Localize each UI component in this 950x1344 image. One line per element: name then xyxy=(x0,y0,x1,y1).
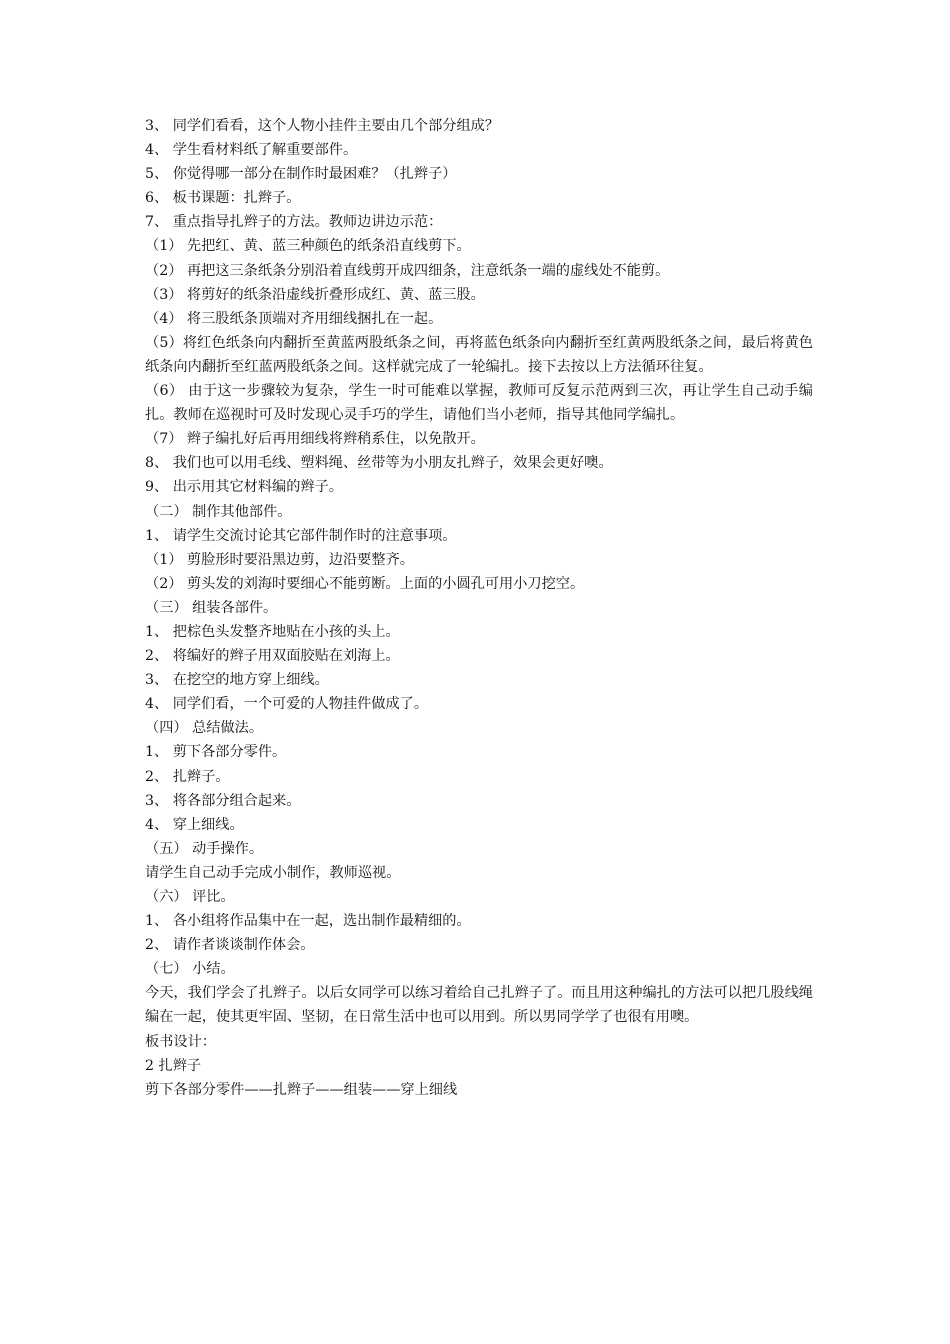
section-4-item-1: 1、 剪下各部分零件。 xyxy=(145,744,287,761)
substep-1: （1） 先把红、黄、蓝三种颜色的纸条沿直线剪下。 xyxy=(145,238,471,255)
section-heading-7: （七） 小结。 xyxy=(145,961,235,978)
substep-3: （3） 将剪好的纸条沿虚线折叠形成红、黄、蓝三股。 xyxy=(145,286,485,303)
board-design-title: 2 扎辫子 xyxy=(145,1057,202,1074)
section-4-item-4: 4、 穿上细线。 xyxy=(145,816,244,833)
section-heading-2: （二） 制作其他部件。 xyxy=(145,503,292,520)
section-4-item-3: 3、 将各部分组合起来。 xyxy=(145,792,301,809)
step-5: 5、 你觉得哪一部分在制作时最困难？（扎辫子） xyxy=(145,166,457,183)
section-2-substep-1: （1） 剪脸形时要沿黑边剪，边沿要整齐。 xyxy=(145,551,414,568)
section-3-item-4: 4、 同学们看，一个可爱的人物挂件做成了。 xyxy=(145,696,429,713)
step-6: 6、 板书课题：扎辫子。 xyxy=(145,190,301,207)
step-9: 9、 出示用其它材料编的辫子。 xyxy=(145,479,343,496)
section-5-text: 请学生自己动手完成小制作，教师巡视。 xyxy=(145,864,401,881)
summary-paragraph: 今天，我们学会了扎辫子。以后女同学可以练习着给自己扎辫子了。而且用这种编扎的方法可以把几股线绳编在一起，使其更牢固、坚韧，在日常生活中也可以用到。所以男同学学了也很有用噢。 xyxy=(145,985,813,1026)
substep-2: （2） 再把这三条纸条分别沿着直线剪开成四细条，注意纸条一端的虚线处不能剪。 xyxy=(145,262,670,279)
section-3-item-1: 1、 把棕色头发整齐地贴在小孩的头上。 xyxy=(145,623,400,640)
section-heading-4: （四） 总结做法。 xyxy=(145,720,264,737)
substep-4: （4） 将三股纸条顶端对齐用细线捆扎在一起。 xyxy=(145,310,443,327)
section-6-item-1: 1、 各小组将作品集中在一起，选出制作最精细的。 xyxy=(145,913,471,930)
section-2-substep-2: （2） 剪头发的刘海时要细心不能剪断。上面的小圆孔可用小刀挖空。 xyxy=(145,575,585,592)
board-design-flow: 剪下各部分零件——扎辫子——组装——穿上细线 xyxy=(145,1081,458,1098)
step-4: 4、 学生看材料纸了解重要部件。 xyxy=(145,142,358,159)
substep-5-paragraph: （5）将红色纸条向内翻折至黄蓝两股纸条之间，再将蓝色纸条向内翻折至红黄两股纸条之间，最后将黄色纸条向内翻折至红蓝两股纸条之间。这样就完成了一轮编扎。接下去按以上方法循环往复。 xyxy=(145,334,813,375)
section-heading-3: （三） 组装各部件。 xyxy=(145,599,278,616)
substep-6-paragraph: （6） 由于这一步骤较为复杂，学生一时可能难以掌握，教师可反复示范两到三次，再让学生自己动手编扎。教师在巡视时可及时发现心灵手巧的学生，请他们当小老师，指导其他同学编扎。 xyxy=(145,383,813,424)
step-7: 7、 重点指导扎辫子的方法。教师边讲边示范： xyxy=(145,214,443,231)
section-2-item-1: 1、 请学生交流讨论其它部件制作时的注意事项。 xyxy=(145,527,457,544)
substep-7: （7） 辫子编扎好后再用细线将辫稍系住，以免散开。 xyxy=(145,431,485,448)
section-3-item-3: 3、 在挖空的地方穿上细线。 xyxy=(145,672,329,689)
section-3-item-2: 2、 将编好的辫子用双面胶贴在刘海上。 xyxy=(145,648,400,665)
step-8: 8、 我们也可以用毛线、塑料绳、丝带等为小朋友扎辫子，效果会更好噢。 xyxy=(145,455,613,472)
document-body xyxy=(145,114,813,1102)
section-4-item-2: 2、 扎辫子。 xyxy=(145,768,230,785)
section-heading-6: （六） 评比。 xyxy=(145,889,235,905)
board-design-label: 板书设计： xyxy=(145,1033,216,1050)
section-heading-5: （五） 动手操作。 xyxy=(145,840,264,857)
section-6-item-2: 2、 请作者谈谈制作体会。 xyxy=(145,937,315,954)
step-3: 3、 同学们看看，这个人物小挂件主要由几个部分组成？ xyxy=(145,118,500,134)
